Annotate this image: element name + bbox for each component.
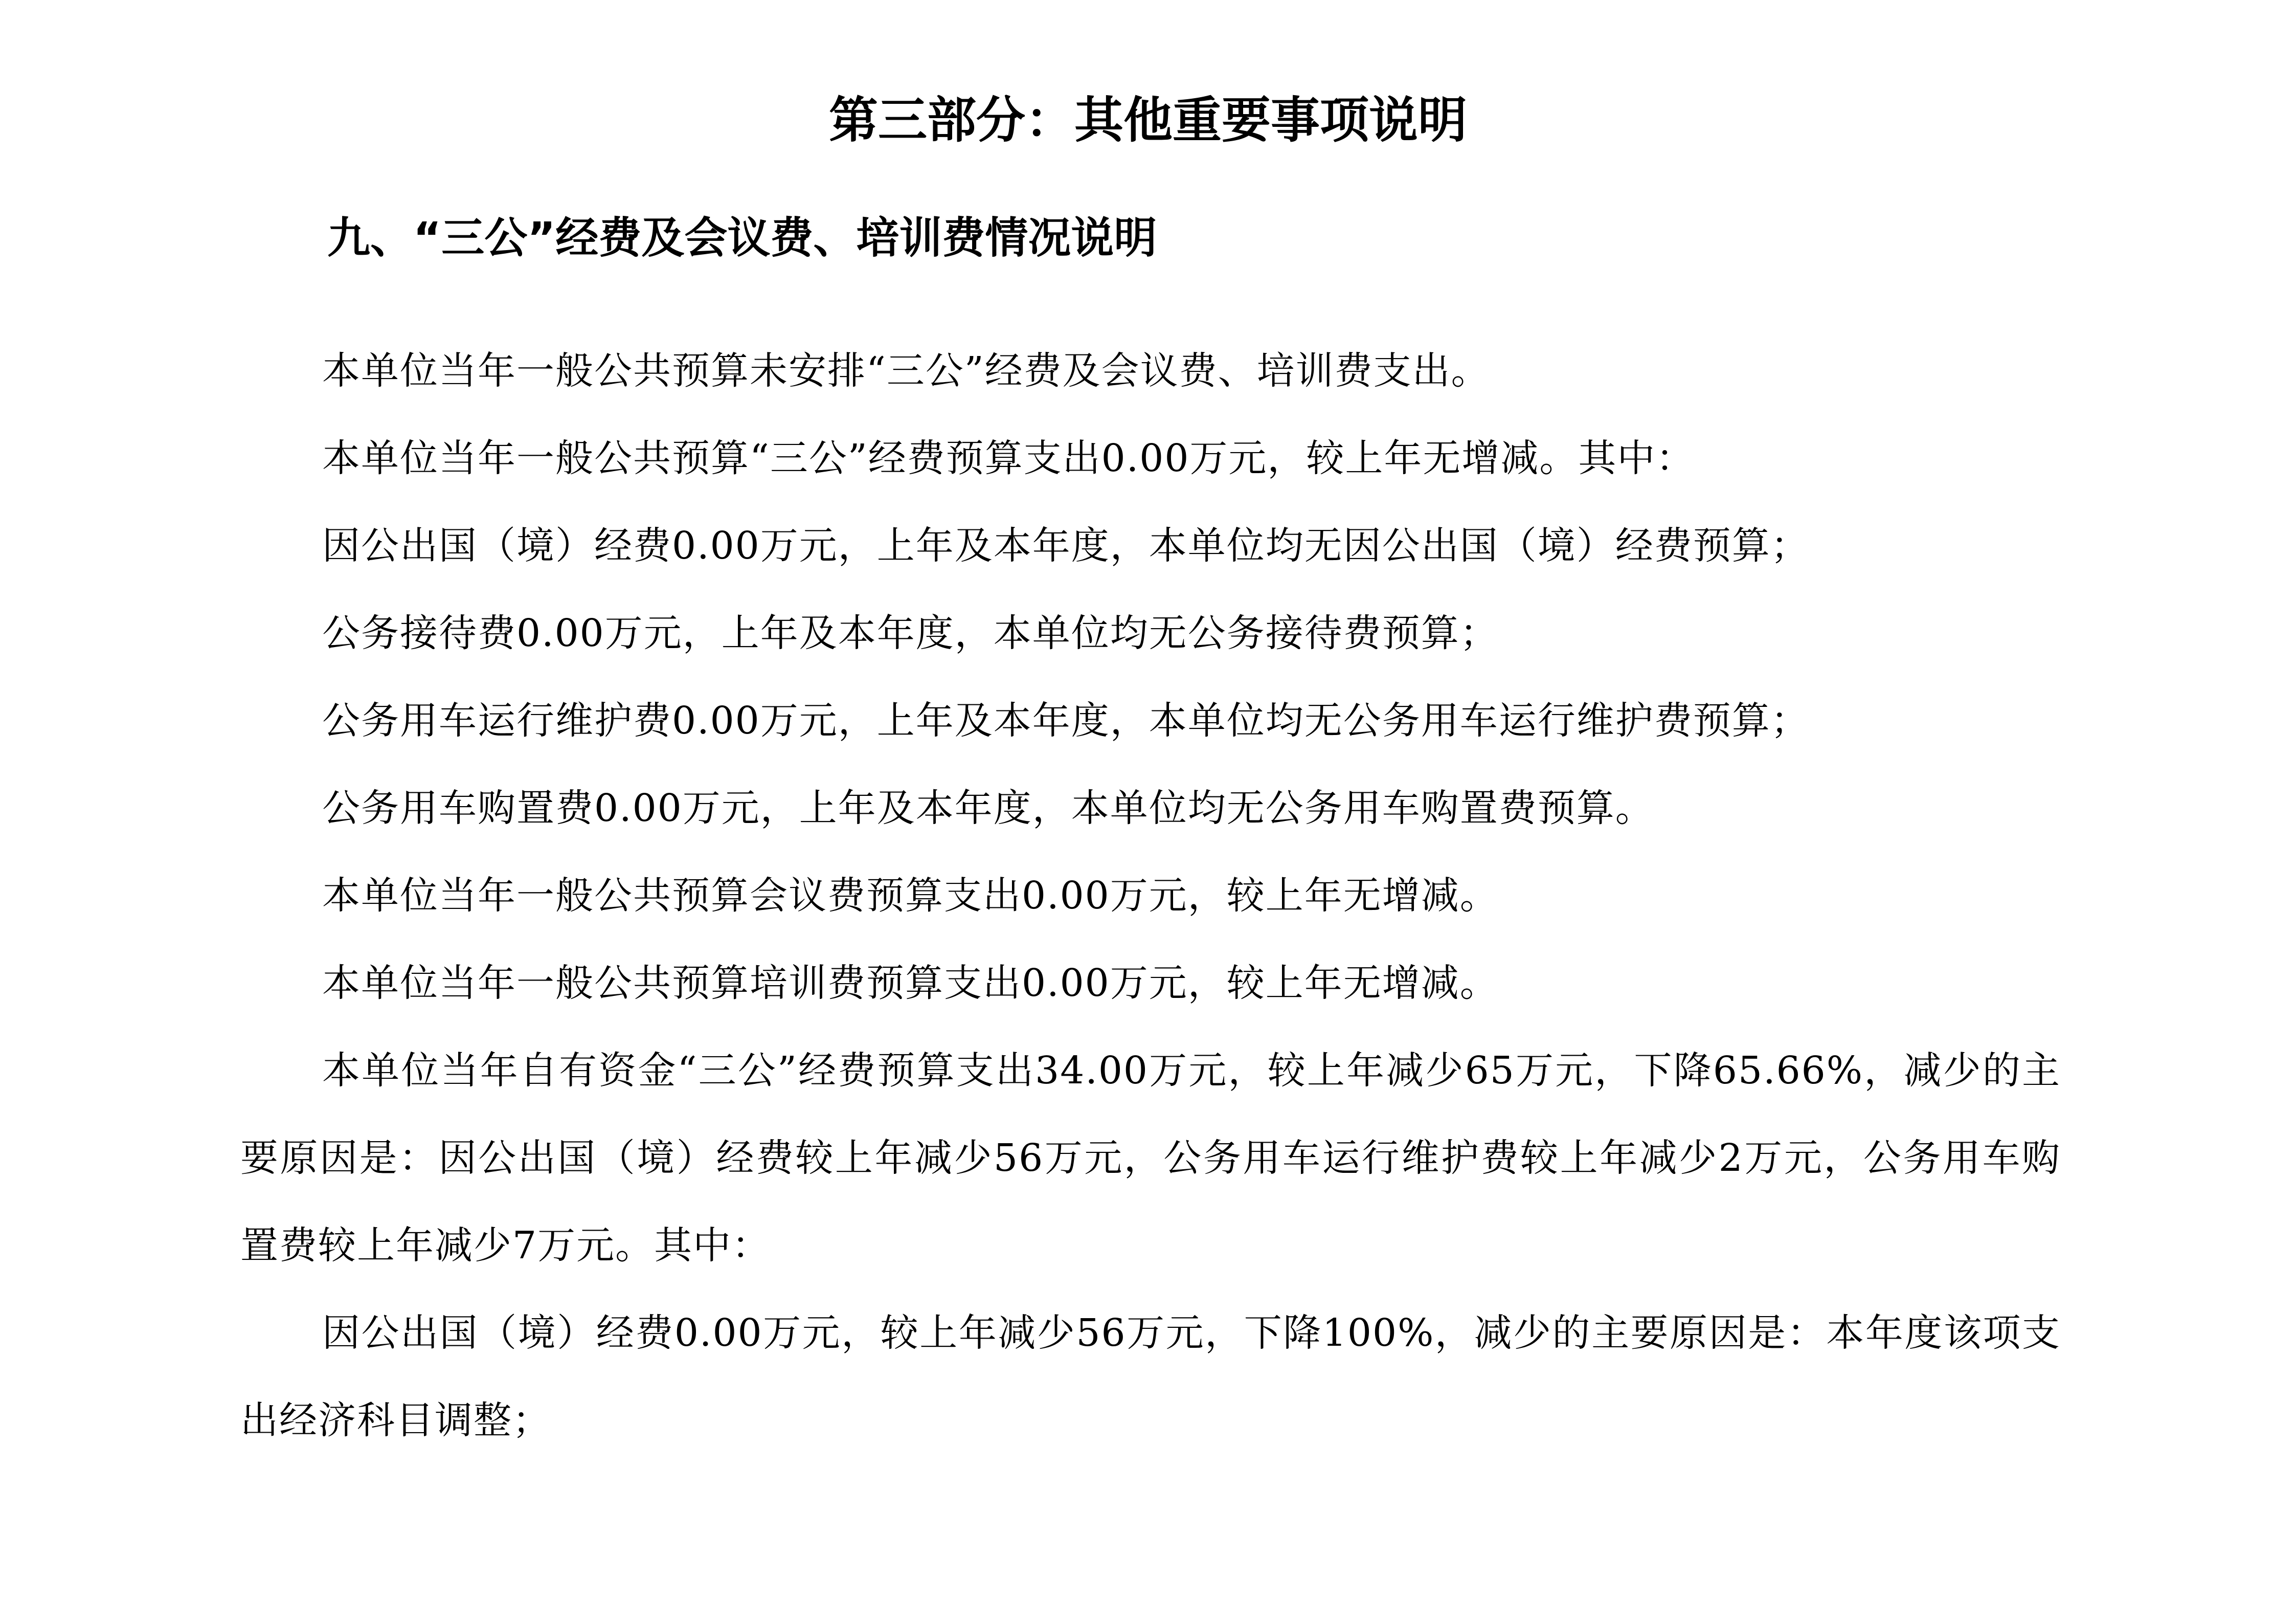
paragraph: 公务接待费0.00万元，上年及本年度，本单位均无公务接待费预算； bbox=[322, 611, 1499, 655]
paragraph: 本单位当年一般公共预算会议费预算支出0.00万元，较上年无增减。 bbox=[322, 874, 1499, 918]
document-body bbox=[240, 327, 2061, 1464]
paragraph: 本单位当年一般公共预算“三公”经费预算支出0.00万元，较上年无增减。其中： bbox=[322, 436, 1695, 480]
paragraph: 本单位当年一般公共预算未安排“三公”经费及会议费、培训费支出。 bbox=[322, 349, 1490, 393]
paragraph: 本单位当年一般公共预算培训费预算支出0.00万元，较上年无增减。 bbox=[322, 961, 1499, 1005]
section-heading: 九、“三公”经费及会议费、培训费情况说明 bbox=[327, 213, 1157, 263]
page-title: 第三部分：其他重要事项说明 bbox=[829, 92, 1467, 149]
paragraph: 本单位当年自有资金“三公”经费预算支出34.00万元，较上年减少65万元，下降65.66%，减少的主要原因是：因公出国（境）经费较上年减少56万元，公务用车运行维护费较上年减少2万元，公务用车购置费较上年减少7万元。其中： bbox=[240, 1049, 2061, 1267]
paragraph: 公务用车购置费0.00万元，上年及本年度，本单位均无公务用车购置费预算。 bbox=[322, 786, 1654, 830]
paragraph: 因公出国（境）经费0.00万元，上年及本年度，本单位均无因公出国（境）经费预算； bbox=[322, 524, 1810, 568]
paragraph: 公务用车运行维护费0.00万元，上年及本年度，本单位均无公务用车运行维护费预算； bbox=[322, 699, 1810, 743]
paragraph: 因公出国（境）经费0.00万元，较上年减少56万元，下降100%，减少的主要原因是：本年度该项支出经济科目调整； bbox=[240, 1311, 2061, 1442]
